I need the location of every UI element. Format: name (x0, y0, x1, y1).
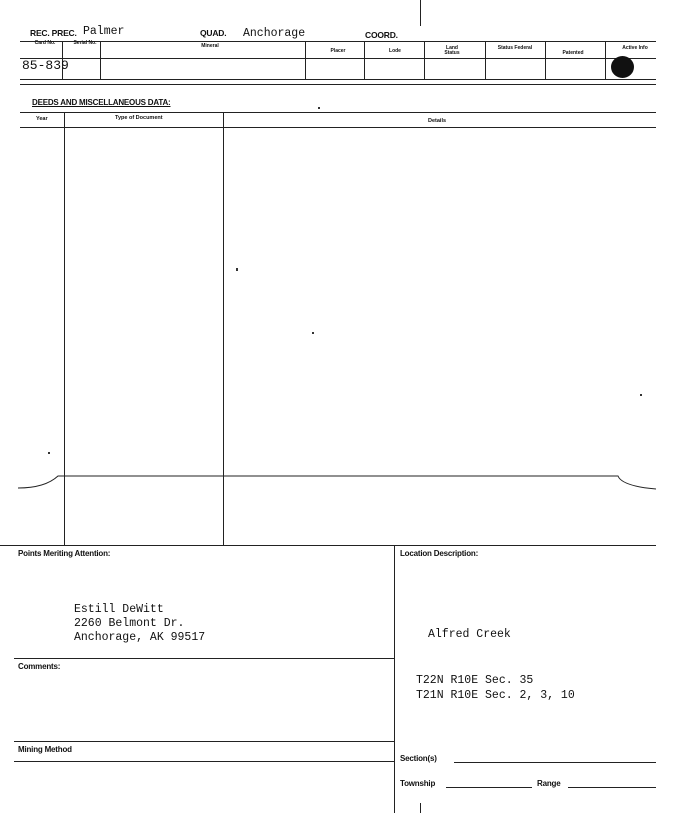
comments-rule (14, 658, 394, 659)
range-label: Range (537, 779, 561, 788)
coord-label: COORD. (365, 30, 398, 40)
comments-label: Comments: (18, 662, 61, 671)
col-div-4 (364, 41, 365, 79)
active-header: Active Info (622, 45, 648, 51)
header-mid-rule (20, 58, 656, 59)
details-header: Details (428, 118, 447, 124)
location-label: Location Description: (400, 549, 479, 558)
punch-hole (611, 56, 634, 78)
deeds-header-rule (20, 127, 656, 128)
patented-header: Patented (562, 50, 584, 56)
col-div-3 (305, 41, 306, 79)
deeds-title: DEEDS AND MISCELLANEOUS DATA: (32, 98, 171, 107)
speck (318, 107, 320, 109)
sections-underline (454, 762, 656, 763)
col-div-6 (485, 41, 486, 79)
mineral-header: Mineral (201, 43, 219, 49)
speck (312, 332, 314, 334)
lower-split-line (394, 545, 395, 813)
top-edge-mark (420, 0, 421, 26)
mining-method-rule (14, 741, 394, 742)
contact-city: Anchorage, AK 99517 (74, 631, 206, 644)
fold-crease (0, 470, 678, 495)
points-label: Points Meriting Attention: (18, 549, 111, 558)
header-top-rule (20, 41, 656, 42)
header-under-rule (20, 84, 656, 85)
location-line-2: T21N R10E Sec. 2, 3, 10 (416, 689, 575, 702)
type-header: Type of Document (115, 115, 163, 121)
serial-no-header: Serial No. (73, 40, 97, 46)
col-div-8 (605, 41, 606, 79)
deeds-bottom-rule (0, 545, 656, 546)
col-div-5 (424, 41, 425, 79)
speck (236, 268, 238, 271)
quad-value: Anchorage (243, 27, 306, 40)
placer-header: Placer (330, 48, 346, 54)
header-bottom-rule (20, 79, 656, 80)
sections-label: Section(s) (400, 754, 437, 763)
rec-prec-value: Palmer (83, 25, 125, 38)
mining-method-bottom-rule (14, 761, 394, 762)
speck (640, 394, 642, 396)
card-no-value: 85-839 (22, 58, 69, 73)
bottom-edge-mark (420, 803, 421, 813)
land-status-header: Land Status (444, 45, 460, 56)
status-federal-header: Status Federal (497, 45, 533, 51)
mining-method-label: Mining Method (18, 745, 72, 754)
contact-name: Estill DeWitt (74, 603, 164, 616)
township-underline (446, 787, 532, 788)
deeds-top-rule (20, 112, 656, 113)
location-place: Alfred Creek (428, 628, 511, 641)
location-line-1: T22N R10E Sec. 35 (416, 674, 534, 687)
township-label: Township (400, 779, 436, 788)
quad-label: QUAD. (200, 28, 227, 38)
lode-header: Lode (389, 48, 401, 54)
range-underline (568, 787, 656, 788)
speck (48, 452, 50, 454)
col-div-7 (545, 41, 546, 79)
year-header: Year (36, 116, 48, 122)
card-no-header: Card No. (34, 40, 56, 46)
col-div-2 (100, 41, 101, 79)
contact-street: 2260 Belmont Dr. (74, 617, 185, 630)
rec-prec-label: REC. PREC. (30, 28, 77, 38)
